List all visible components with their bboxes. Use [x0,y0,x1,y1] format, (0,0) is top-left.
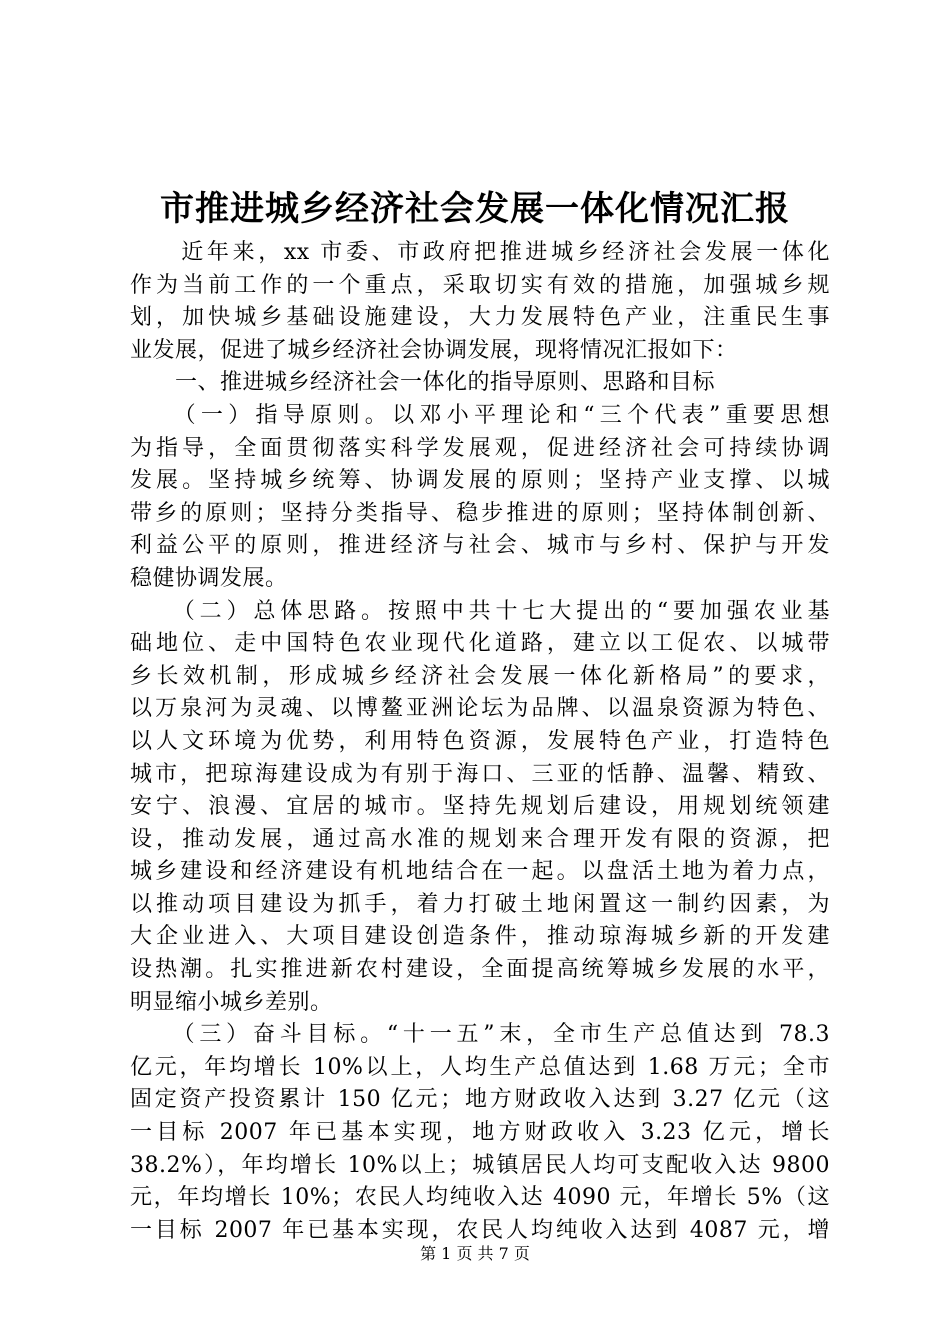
body-text-line: 发展。坚持城乡统筹、协调发展的原则；坚持产业支撑、以城 [130,468,830,494]
body-text-line: 础地位、走中国特色农业现代化道路，建立以工促农、以城带 [130,631,830,657]
body-text-line: 固定资产投资累计 150 亿元；地方财政收入达到 3.27 亿元（这 [130,1087,830,1113]
body-text-line: 一、推进城乡经济社会一体化的指导原则、思路和目标 [130,370,716,396]
body-text-line: 亿元，年均增长 10%以上，人均生产总值达到 1.68 万元；全市 [130,1054,830,1080]
body-text-line: 业发展，促进了城乡经济社会协调发展，现将情况汇报如下： [130,337,738,363]
body-text-line: 设热潮。扎实推进新农村建设，全面提高统筹城乡发展的水平， [130,957,830,983]
body-text-line: 大企业进入、大项目建设创造条件，推动琼海城乡新的开发建 [130,924,830,950]
body-text-line: 38.2%），年均增长 10%以上；城镇居民人均可支配收入达 9800 [130,1152,830,1178]
body-text-line: 划，加快城乡基础设施建设，大力发展特色产业，注重民生事 [130,305,830,331]
body-text-line: 作为当前工作的一个重点，采取切实有效的措施，加强城乡规 [130,272,830,298]
body-text-line: 明显缩小城乡差别。 [130,989,333,1015]
body-text-line: （一）指导原则。以邓小平理论和“三个代表”重要思想 [130,402,830,428]
body-text-line: 带乡的原则；坚持分类指导、稳步推进的原则；坚持体制创新、 [130,500,830,526]
body-text-line: 设，推动发展，通过高水准的规划来合理开发有限的资源，把 [130,826,830,852]
body-text-line: （三）奋斗目标。“十一五”末，全市生产总值达到 78.3 [130,1022,830,1048]
body-text-line: 以人文环境为优势，利用特色资源，发展特色产业，打造特色 [130,728,830,754]
document-title: 市推进城乡经济社会发展一体化情况汇报 [160,189,790,229]
body-text-line: 城乡建设和经济建设有机地结合在一起。以盘活土地为着力点， [130,859,830,885]
body-text-line: 近年来，xx 市委、市政府把推进城乡经济社会发展一体化 [130,240,830,265]
body-text-line: 以万泉河为灵魂、以博鳌亚洲论坛为品牌、以温泉资源为特色、 [130,696,830,722]
body-text-line: 一目标 2007 年已基本实现，农民人均纯收入达到 4087 元，增 [130,1217,830,1243]
body-text-line: 安宁、浪漫、宜居的城市。坚持先规划后建设，用规划统领建 [130,794,830,820]
body-text-line: 乡长效机制，形成城乡经济社会发展一体化新格局”的要求， [130,663,830,689]
body-text-line: 利益公平的原则，推进经济与社会、城市与乡村、保护与开发 [130,533,830,559]
body-text-line: 以推动项目建设为抓手，着力打破土地闲置这一制约因素，为 [130,891,830,917]
document-body [130,237,830,1247]
body-text-line: 为指导，全面贯彻落实科学发展观，促进经济社会可持续协调 [130,435,830,461]
page-footer: 第 1 页 共 7 页 [420,1244,530,1263]
body-text-line: 城市，把琼海建设成为有别于海口、三亚的恬静、温馨、精致、 [130,761,830,787]
body-text-line: 一目标 2007 年已基本实现，地方财政收入 3.23 亿元，增长 [130,1120,830,1146]
body-text-line: 稳健协调发展。 [130,565,288,591]
body-text-line: （二）总体思路。按照中共十七大提出的“要加强农业基 [130,598,830,624]
body-text-line: 元，年均增长 10%；农民人均纯收入达 4090 元，年增长 5%（这 [130,1185,830,1211]
